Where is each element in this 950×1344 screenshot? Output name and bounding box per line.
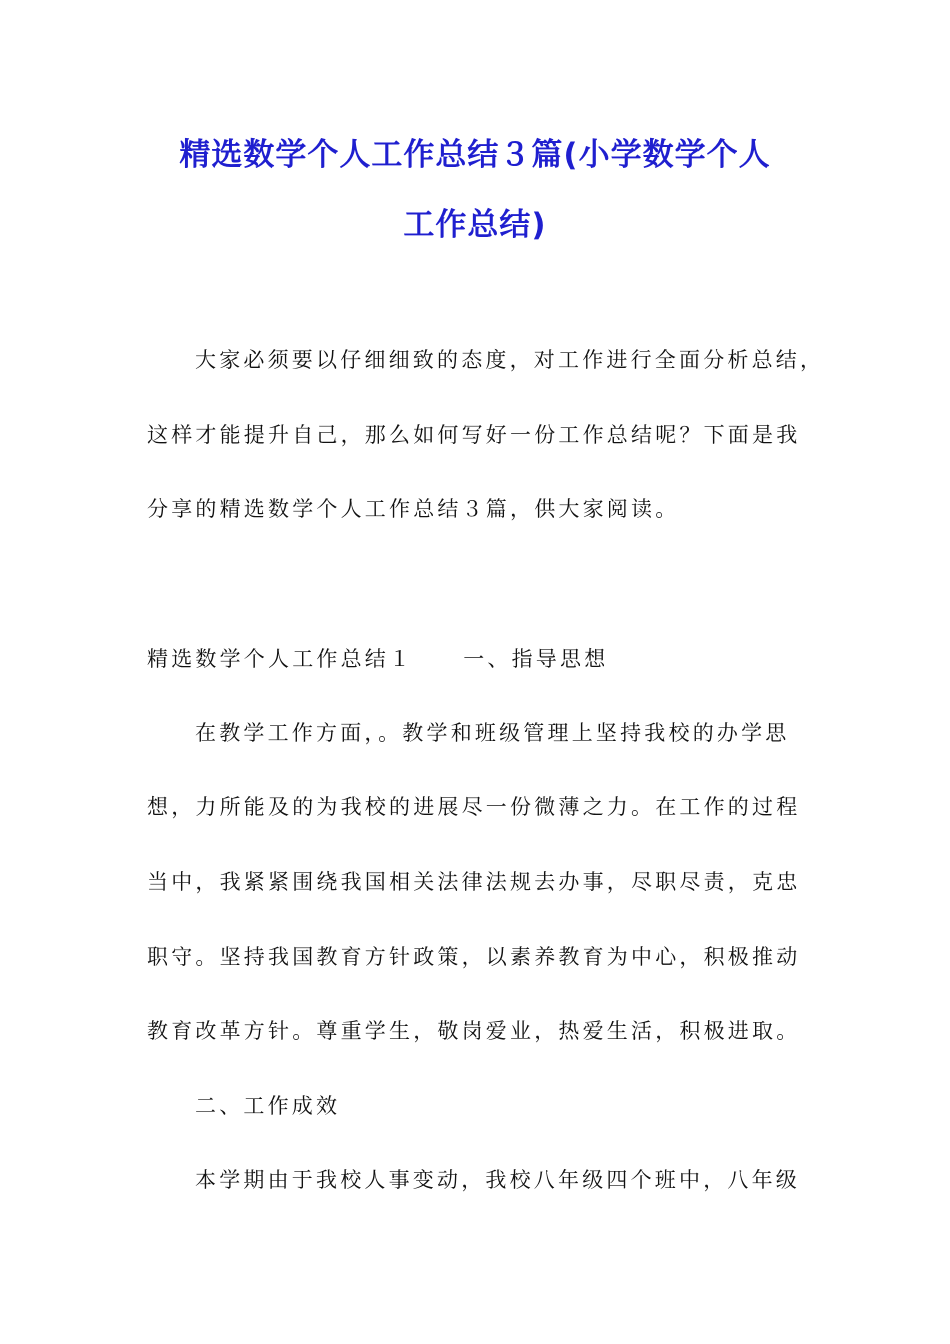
paragraph-line: 本学期由于我校人事变动，我校八年级四个班中，八年级 (195, 1168, 800, 1192)
paragraph-line: 想，力所能及的为我校的进展尽一份微薄之力。在工作的过程 (147, 795, 801, 819)
intro-line-1: 大家必须要以仔细细致的态度，对工作进行全面分析总结， (195, 348, 825, 372)
paragraph-line: 当中，我紧紧围绕我国相关法律法规去办事，尽职尽责，克忠 (147, 870, 801, 894)
section-subheading-2: 二、工作成效 (195, 1094, 341, 1118)
paragraph-line: 在教学工作方面，。教学和班级管理上坚持我校的办学思 (195, 721, 790, 745)
section-1-heading (147, 644, 608, 674)
document-title-line-1: 精选数学个人工作总结３篇(小学数学个人 (179, 137, 771, 173)
paragraph-line: 教育改革方针。尊重学生，敬岗爱业，热爱生活，积极进取。 (147, 1019, 801, 1043)
document-title-line-2: 工作总结) (403, 207, 547, 243)
section-1-subheading: 一、指导思想 (463, 647, 609, 671)
section-1-title: 精选数学个人工作总结１ (147, 647, 414, 671)
paragraph-line: 职守。坚持我国教育方针政策，以素养教育为中心，积极推动 (147, 945, 801, 969)
intro-line-3: 分享的精选数学个人工作总结３篇，供大家阅读。 (147, 497, 680, 521)
intro-line-2: 这样才能提升自己，那么如何写好一份工作总结呢？下面是我 (147, 423, 801, 447)
